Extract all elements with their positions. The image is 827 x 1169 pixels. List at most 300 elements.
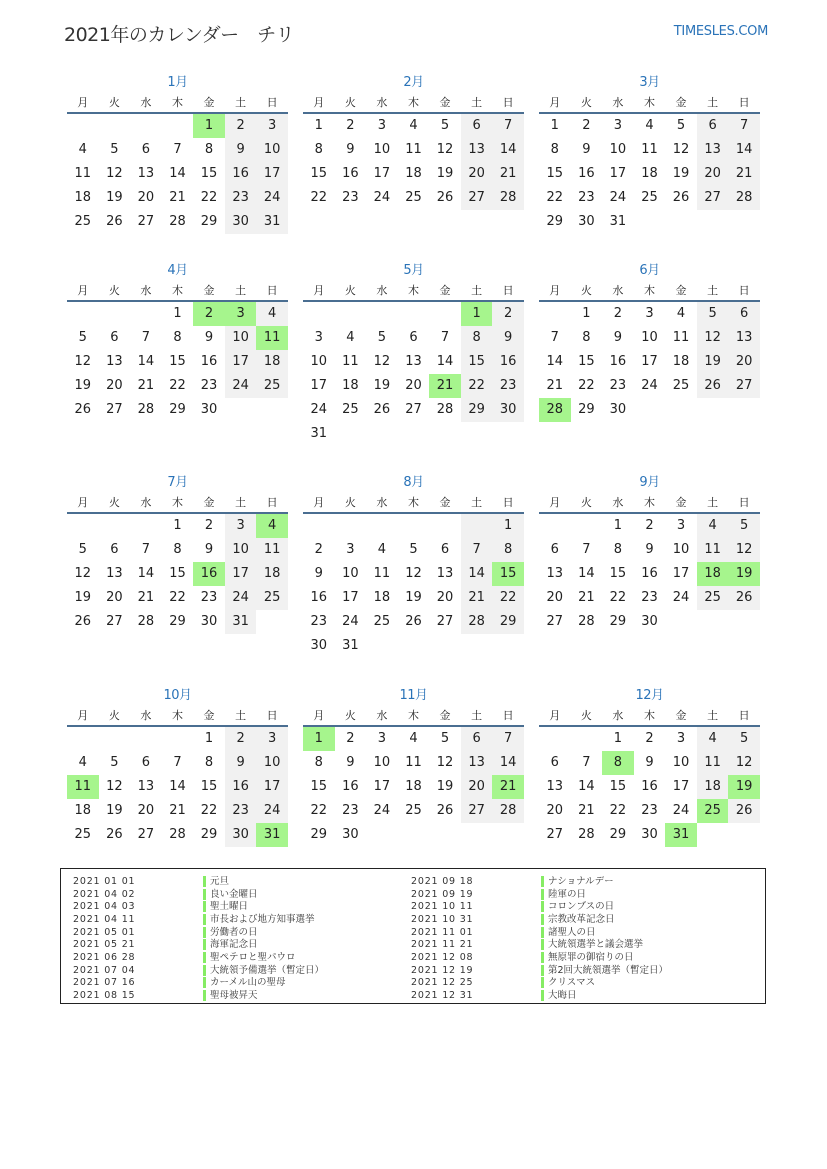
day-cell: 15 <box>578 354 595 369</box>
holiday-date: 2021 04 03 <box>73 901 136 913</box>
day-cell: 4 <box>78 755 87 770</box>
day-cell: 13 <box>137 779 155 794</box>
day-cell: 5 <box>440 731 450 746</box>
day-cell: 9 <box>645 755 654 770</box>
weekday-label: 火 <box>108 709 120 722</box>
day-cell: 19 <box>728 775 760 799</box>
day-cell: 12 <box>106 779 123 794</box>
empty-cell <box>335 422 367 446</box>
day-cell: 16 <box>641 566 658 581</box>
day-cell: 16 <box>225 775 257 799</box>
day-cell: 17 <box>373 166 391 181</box>
day-cell: 12 <box>436 755 454 770</box>
day-cell: 19 <box>436 779 454 794</box>
day-cell: 15 <box>492 562 524 586</box>
day-cell: 25 <box>373 614 391 629</box>
day-cell: 22 <box>310 190 328 205</box>
day-cell: 2 <box>314 542 323 557</box>
weekday-header <box>67 284 288 302</box>
day-cell: 14 <box>546 354 564 369</box>
days-grid <box>539 727 760 847</box>
day-cell: 2 <box>492 302 524 326</box>
day-cell: 29 <box>578 402 595 417</box>
day-cell: 30 <box>225 823 257 847</box>
weekday-label: 土 <box>235 709 247 722</box>
holiday-name: クリスマス <box>541 977 595 988</box>
weekday-label: 水 <box>140 96 152 109</box>
day-cell: 3 <box>256 727 288 751</box>
weekday-label: 火 <box>344 96 356 109</box>
day-cell: 1 <box>314 118 323 133</box>
day-cell: 19 <box>405 590 422 605</box>
day-cell: 4 <box>346 330 355 345</box>
day-cell: 22 <box>492 586 524 610</box>
weekday-header <box>539 96 760 114</box>
day-cell: 31 <box>310 426 328 441</box>
weekday-label: 水 <box>612 284 624 297</box>
holiday-date: 2021 11 01 <box>411 926 474 938</box>
holiday-name: 無原罪の御宿りの日 <box>541 952 634 963</box>
day-cell: 10 <box>225 326 257 350</box>
empty-cell <box>492 634 524 658</box>
day-cell: 12 <box>373 354 391 369</box>
month-4 <box>67 262 288 422</box>
weekday-label: 土 <box>235 496 247 509</box>
day-cell: 24 <box>373 190 391 205</box>
day-cell: 1 <box>492 514 524 538</box>
empty-cell <box>539 302 571 326</box>
day-cell: 31 <box>256 210 288 234</box>
day-cell: 24 <box>672 803 690 818</box>
holiday-row <box>73 926 324 939</box>
weekday-label: 月 <box>313 709 325 722</box>
weekday-label: 木 <box>171 284 183 297</box>
holiday-row <box>411 913 668 926</box>
empty-cell <box>303 302 335 326</box>
holiday-name: 市長および地方知事選挙 <box>203 914 315 925</box>
day-cell: 19 <box>672 166 690 181</box>
day-cell: 4 <box>256 302 288 326</box>
day-cell: 19 <box>728 562 760 586</box>
day-cell: 12 <box>728 538 760 562</box>
weekday-label: 水 <box>376 709 388 722</box>
day-cell: 17 <box>672 566 690 581</box>
day-cell: 23 <box>310 614 328 629</box>
day-cell: 25 <box>256 374 288 398</box>
day-cell: 9 <box>346 142 355 157</box>
weekday-label: 木 <box>407 284 419 297</box>
day-cell: 7 <box>492 114 524 138</box>
day-cell: 25 <box>697 586 729 610</box>
holiday-row <box>411 977 668 990</box>
empty-cell <box>67 514 99 538</box>
day-cell: 10 <box>672 755 690 770</box>
month-2 <box>303 74 524 210</box>
empty-cell <box>366 823 398 847</box>
day-cell: 22 <box>169 590 186 605</box>
weekday-label: 日 <box>266 496 278 509</box>
day-cell: 10 <box>256 751 288 775</box>
day-cell: 9 <box>204 542 214 557</box>
day-cell: 5 <box>78 330 87 345</box>
holiday-date: 2021 05 01 <box>73 926 136 938</box>
day-cell: 20 <box>461 162 493 186</box>
day-cell: 27 <box>697 186 729 210</box>
day-cell: 9 <box>346 755 355 770</box>
empty-cell <box>67 727 99 751</box>
weekday-label: 火 <box>108 96 120 109</box>
empty-cell <box>539 727 571 751</box>
day-cell: 5 <box>110 142 119 157</box>
empty-cell <box>398 514 430 538</box>
holiday-name: カーメル山の聖母 <box>203 977 286 988</box>
day-cell: 3 <box>613 118 623 133</box>
day-cell: 19 <box>74 378 92 393</box>
empty-cell <box>335 514 367 538</box>
day-cell: 22 <box>609 590 627 605</box>
month-6 <box>539 262 760 422</box>
day-cell: 25 <box>74 827 92 842</box>
day-cell: 15 <box>200 166 218 181</box>
day-cell: 6 <box>461 727 493 751</box>
day-cell: 29 <box>169 402 186 417</box>
holiday-row <box>73 875 324 888</box>
weekday-label: 月 <box>77 284 89 297</box>
day-cell: 3 <box>225 514 257 538</box>
weekday-label: 水 <box>140 709 152 722</box>
day-cell: 6 <box>110 330 119 345</box>
day-cell: 25 <box>641 190 658 205</box>
day-cell: 18 <box>672 354 690 369</box>
day-cell: 10 <box>256 138 288 162</box>
month-title: 3月 <box>639 75 660 90</box>
holiday-row <box>73 938 324 951</box>
day-cell: 28 <box>492 799 524 823</box>
day-cell: 13 <box>106 354 123 369</box>
weekday-label: 木 <box>643 496 655 509</box>
day-cell: 27 <box>137 827 155 842</box>
day-cell: 23 <box>342 190 359 205</box>
day-cell: 12 <box>672 142 690 157</box>
weekday-label: 金 <box>675 284 687 297</box>
holiday-list-column-right <box>411 875 668 1002</box>
day-cell: 10 <box>373 755 391 770</box>
day-cell: 20 <box>546 590 564 605</box>
holiday-date: 2021 07 16 <box>73 977 136 989</box>
day-cell: 20 <box>461 775 493 799</box>
day-cell: 14 <box>492 138 524 162</box>
day-cell: 9 <box>613 330 623 345</box>
holiday-name: 大統領選挙と議会選挙 <box>541 939 643 950</box>
day-cell: 3 <box>676 518 686 533</box>
holiday-date: 2021 12 25 <box>411 977 474 989</box>
day-cell: 27 <box>436 614 454 629</box>
empty-cell <box>461 514 493 538</box>
day-cell: 21 <box>492 162 524 186</box>
day-cell: 28 <box>461 610 493 634</box>
weekday-label: 月 <box>549 96 561 109</box>
weekday-label: 火 <box>108 496 120 509</box>
day-cell: 16 <box>310 590 328 605</box>
empty-cell <box>366 422 398 446</box>
weekday-label: 火 <box>344 496 356 509</box>
empty-cell <box>697 823 729 847</box>
day-cell: 30 <box>225 210 257 234</box>
empty-cell <box>728 823 760 847</box>
day-cell: 18 <box>405 779 422 794</box>
empty-cell <box>665 398 697 422</box>
weekday-label: 火 <box>580 284 592 297</box>
weekday-label: 土 <box>707 709 719 722</box>
day-cell: 11 <box>342 354 359 369</box>
day-cell: 24 <box>310 402 328 417</box>
day-cell: 26 <box>106 214 123 229</box>
month-3 <box>539 74 760 234</box>
day-cell: 7 <box>728 114 760 138</box>
day-cell: 6 <box>728 302 760 326</box>
day-cell: 20 <box>546 803 564 818</box>
weekday-label: 日 <box>738 496 750 509</box>
day-cell: 7 <box>461 538 493 562</box>
empty-cell <box>697 210 729 234</box>
weekday-header <box>303 709 524 727</box>
day-cell: 21 <box>492 775 524 799</box>
day-cell: 5 <box>78 542 87 557</box>
empty-cell <box>130 727 162 751</box>
holiday-name: ナショナルデー <box>541 876 614 887</box>
holiday-row <box>73 977 324 990</box>
day-cell: 1 <box>582 306 591 321</box>
day-cell: 5 <box>728 727 760 751</box>
day-cell: 12 <box>106 166 123 181</box>
day-cell: 21 <box>578 590 595 605</box>
day-cell: 16 <box>225 162 257 186</box>
day-cell: 14 <box>492 751 524 775</box>
weekday-header <box>539 284 760 302</box>
days-grid <box>539 302 760 422</box>
day-cell: 10 <box>373 142 391 157</box>
weekday-label: 土 <box>707 96 719 109</box>
weekday-label: 土 <box>235 284 247 297</box>
weekday-label: 水 <box>376 96 388 109</box>
empty-cell <box>492 823 524 847</box>
day-cell: 23 <box>641 590 658 605</box>
day-cell: 3 <box>314 330 323 345</box>
day-cell: 22 <box>461 374 493 398</box>
day-cell: 28 <box>578 827 595 842</box>
day-cell: 18 <box>74 190 92 205</box>
weekday-label: 日 <box>738 284 750 297</box>
day-cell: 17 <box>373 779 391 794</box>
site-brand-link[interactable]: TIMESLES.COM <box>673 24 768 39</box>
day-cell: 6 <box>550 755 559 770</box>
day-cell: 5 <box>110 755 119 770</box>
empty-cell <box>99 114 131 138</box>
day-cell: 18 <box>342 378 359 393</box>
day-cell: 7 <box>440 330 450 345</box>
holiday-date: 2021 12 08 <box>411 951 474 963</box>
day-cell: 21 <box>137 378 155 393</box>
day-cell: 30 <box>342 827 359 842</box>
day-cell: 30 <box>492 398 524 422</box>
empty-cell <box>162 727 194 751</box>
day-cell: 1 <box>173 518 182 533</box>
day-cell: 2 <box>204 518 214 533</box>
day-cell: 8 <box>173 330 182 345</box>
holiday-row <box>411 888 668 901</box>
empty-cell <box>99 302 131 326</box>
day-cell: 15 <box>310 166 328 181</box>
holiday-name: 大統領予備選挙（暫定日） <box>203 965 324 976</box>
empty-cell <box>67 302 99 326</box>
weekday-label: 火 <box>580 96 592 109</box>
empty-cell <box>634 210 666 234</box>
day-cell: 14 <box>728 138 760 162</box>
weekday-label: 日 <box>502 496 514 509</box>
day-cell: 17 <box>225 350 257 374</box>
day-cell: 19 <box>106 190 123 205</box>
day-cell: 26 <box>74 614 92 629</box>
weekday-label: 土 <box>235 96 247 109</box>
holiday-date: 2021 12 19 <box>411 964 474 976</box>
day-cell: 30 <box>200 402 218 417</box>
day-cell: 17 <box>609 166 627 181</box>
empty-cell <box>492 422 524 446</box>
weekday-label: 金 <box>675 96 687 109</box>
day-cell: 27 <box>106 402 123 417</box>
weekday-label: 日 <box>502 96 514 109</box>
day-cell: 31 <box>256 823 288 847</box>
weekday-label: 金 <box>439 496 451 509</box>
day-cell: 23 <box>225 799 257 823</box>
day-cell: 5 <box>440 118 450 133</box>
day-cell: 9 <box>492 326 524 350</box>
day-cell: 21 <box>546 378 564 393</box>
day-cell: 5 <box>409 542 418 557</box>
day-cell: 17 <box>641 354 658 369</box>
day-cell: 21 <box>461 586 493 610</box>
day-cell: 1 <box>461 302 493 326</box>
empty-cell <box>728 610 760 634</box>
empty-cell <box>398 422 430 446</box>
day-cell: 7 <box>492 727 524 751</box>
empty-cell <box>697 610 729 634</box>
day-cell: 14 <box>578 779 595 794</box>
day-cell: 10 <box>342 566 359 581</box>
day-cell: 26 <box>405 614 422 629</box>
holiday-date: 2021 10 31 <box>411 913 474 925</box>
month-5 <box>303 262 524 446</box>
day-cell: 16 <box>609 354 627 369</box>
day-cell: 2 <box>613 306 623 321</box>
day-cell: 15 <box>169 566 186 581</box>
day-cell: 13 <box>436 566 454 581</box>
day-cell: 19 <box>106 803 123 818</box>
day-cell: 17 <box>256 775 288 799</box>
day-cell: 28 <box>137 402 155 417</box>
empty-cell <box>665 210 697 234</box>
day-cell: 9 <box>582 142 591 157</box>
day-cell: 24 <box>672 590 690 605</box>
empty-cell <box>130 114 162 138</box>
day-cell: 9 <box>225 138 257 162</box>
weekday-label: 水 <box>376 284 388 297</box>
holiday-name: 聖土曜日 <box>203 901 248 912</box>
holiday-name: 海軍記念日 <box>203 939 258 950</box>
weekday-label: 金 <box>439 284 451 297</box>
day-cell: 13 <box>137 166 155 181</box>
day-cell: 10 <box>225 538 257 562</box>
day-cell: 7 <box>582 755 591 770</box>
month-10 <box>67 687 288 847</box>
weekday-label: 火 <box>344 284 356 297</box>
day-cell: 24 <box>225 374 257 398</box>
day-cell: 2 <box>645 731 654 746</box>
day-cell: 28 <box>169 214 186 229</box>
weekday-label: 土 <box>471 709 483 722</box>
month-11 <box>303 687 524 847</box>
weekday-label: 水 <box>140 284 152 297</box>
empty-cell <box>634 398 666 422</box>
day-cell: 4 <box>78 142 87 157</box>
holiday-date: 2021 10 11 <box>411 901 474 913</box>
weekday-label: 金 <box>439 709 451 722</box>
day-cell: 27 <box>405 402 422 417</box>
day-cell: 18 <box>697 562 729 586</box>
weekday-label: 月 <box>77 96 89 109</box>
day-cell: 30 <box>641 827 658 842</box>
weekday-label: 月 <box>549 496 561 509</box>
holiday-date: 2021 07 04 <box>73 964 136 976</box>
day-cell: 10 <box>310 354 328 369</box>
days-grid <box>67 727 288 847</box>
weekday-label: 木 <box>171 709 183 722</box>
day-cell: 23 <box>609 378 627 393</box>
weekday-label: 木 <box>643 96 655 109</box>
day-cell: 2 <box>225 114 257 138</box>
weekday-label: 水 <box>612 96 624 109</box>
month-title: 4月 <box>167 263 188 278</box>
weekday-header <box>67 496 288 514</box>
day-cell: 4 <box>697 514 729 538</box>
day-cell: 8 <box>582 330 591 345</box>
day-cell: 18 <box>641 166 658 181</box>
days-grid <box>67 514 288 634</box>
day-cell: 21 <box>169 190 186 205</box>
day-cell: 11 <box>74 166 92 181</box>
day-cell: 13 <box>546 566 564 581</box>
day-cell: 26 <box>436 190 454 205</box>
day-cell: 15 <box>609 566 627 581</box>
holiday-row <box>73 989 324 1002</box>
weekday-label: 火 <box>108 284 120 297</box>
holiday-name: コロンブスの日 <box>541 901 614 912</box>
day-cell: 28 <box>578 614 595 629</box>
holiday-list-column-left <box>73 875 324 1002</box>
holiday-name: 良い金曜日 <box>203 889 258 900</box>
day-cell: 1 <box>613 518 623 533</box>
day-cell: 15 <box>609 779 627 794</box>
day-cell: 1 <box>193 114 225 138</box>
empty-cell <box>225 398 257 422</box>
day-cell: 8 <box>314 142 323 157</box>
weekday-label: 木 <box>407 496 419 509</box>
day-cell: 26 <box>728 799 760 823</box>
day-cell: 30 <box>641 614 658 629</box>
holiday-name: 宗教改革記念日 <box>541 914 615 925</box>
empty-cell <box>728 210 760 234</box>
day-cell: 3 <box>377 118 387 133</box>
